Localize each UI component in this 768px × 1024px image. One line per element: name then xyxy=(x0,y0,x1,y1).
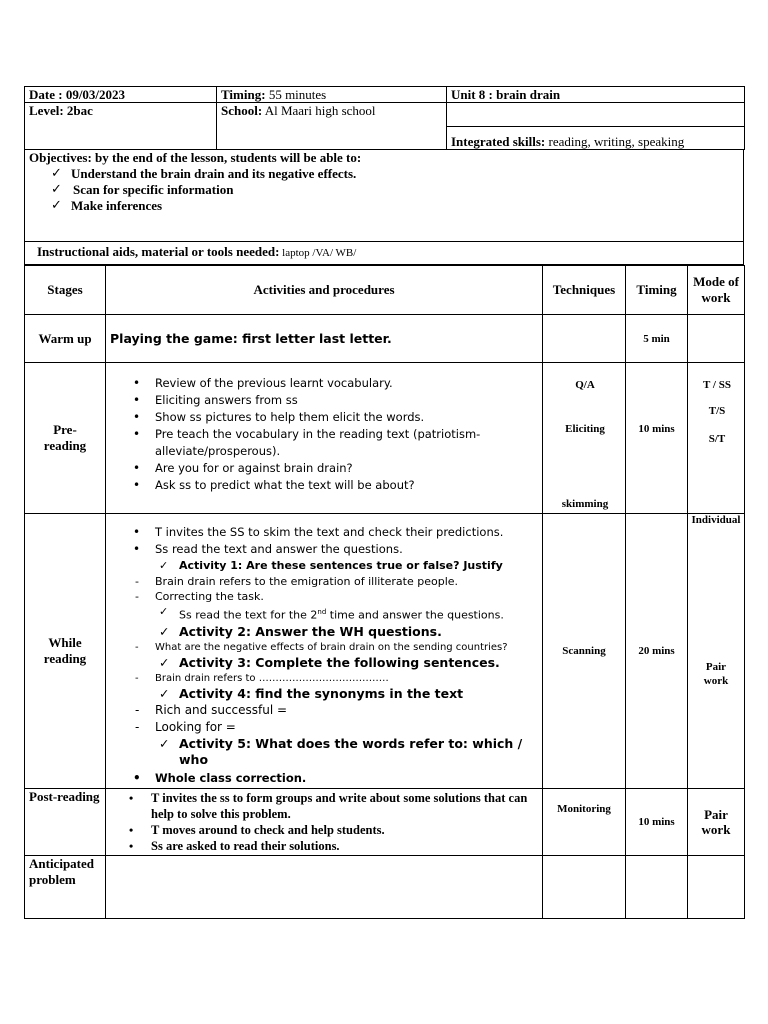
col-mode: Mode of work xyxy=(688,266,745,315)
check-icon: ✓ xyxy=(51,166,62,181)
check-icon: ✓ xyxy=(51,198,62,213)
objectives-title: Objectives: by the end of the lesson, students will be able to: xyxy=(29,150,362,165)
dash-item: - Looking for = xyxy=(107,719,541,736)
dash-item: - Brain drain refers to ………………………………… xyxy=(107,671,541,686)
activity-1: ✓ Activity 1: Are these sentences true or false? Justify xyxy=(159,559,503,572)
mode-whilereading: Individual Pair work xyxy=(688,514,745,789)
col-techniques: Techniques xyxy=(543,266,626,315)
unit-cell: Unit 8 : brain drain xyxy=(447,87,745,103)
check-icon: ✓ xyxy=(159,735,170,751)
activity-prereading xyxy=(106,363,543,514)
objective-item: ✓ Make inferences xyxy=(51,198,163,213)
table-row-warmup xyxy=(25,315,745,363)
check-icon: ✓ xyxy=(159,559,169,572)
table-header-row xyxy=(25,266,745,315)
list-item: • T invites the SS to skim the text and check their predictions. xyxy=(155,524,541,541)
table-row-whilereading xyxy=(25,514,745,789)
check-icon: ✓ xyxy=(51,182,62,197)
lesson-plan xyxy=(24,86,744,919)
objectives-box xyxy=(24,150,744,242)
dash-item: - Correcting the task. xyxy=(107,589,541,604)
col-activities: Activities and procedures xyxy=(106,266,543,315)
list-item: • T invites the ss to form groups and write about some solutions that can help to solve this problem. xyxy=(151,790,541,822)
stage-anticipated: Anticipated problem xyxy=(25,855,106,918)
col-stages: Stages xyxy=(25,266,106,315)
mode-anticipated xyxy=(688,855,745,918)
dash-item: - Rich and successful = xyxy=(107,702,541,719)
check-icon: ✓ xyxy=(159,685,170,701)
technique-anticipated xyxy=(543,855,626,918)
list-item: • Show ss pictures to help them elicit the words. xyxy=(155,409,541,426)
activity-3: ✓ Activity 3: Complete the following sentences. xyxy=(159,654,500,670)
empty-cell xyxy=(447,103,745,127)
activity-anticipated xyxy=(106,855,543,918)
check-icon: ✓ xyxy=(159,654,170,670)
stage-warmup: Warm up xyxy=(25,315,106,363)
activity-4: ✓ Activity 4: find the synonyms in the text xyxy=(159,685,464,701)
list-item: • Pre teach the vocabulary in the reading text (patriotism-alleviate/prosperous). xyxy=(155,426,541,460)
timing-anticipated xyxy=(626,855,688,918)
procedures-table xyxy=(24,265,745,919)
table-row-prereading xyxy=(25,363,745,514)
technique-postreading: Monitoring xyxy=(543,788,626,855)
whilereading-list xyxy=(107,524,541,558)
activity-postreading xyxy=(106,788,543,855)
timing-prereading: 10 mins xyxy=(626,363,688,514)
school-cell: School: Al Maari high school xyxy=(217,103,447,150)
skills-cell: Integrated skills: reading, writing, speaking xyxy=(447,126,745,150)
timing-postreading: 10 mins xyxy=(626,788,688,855)
check-icon: ✓ xyxy=(159,605,169,618)
timing-warmup: 5 min xyxy=(626,315,688,363)
col-timing: Timing xyxy=(626,266,688,315)
activity-warmup: Playing the game: first letter last letter. xyxy=(106,315,543,363)
technique-whilereading: Scanning xyxy=(543,514,626,789)
mode-warmup xyxy=(688,315,745,363)
prereading-list xyxy=(107,375,541,494)
list-item: • Ss read the text and answer the questions. xyxy=(155,541,541,558)
stage-whilereading: While reading xyxy=(25,514,106,789)
objective-item: ✓ Scan for specific information xyxy=(51,182,234,197)
aids-row: Instructional aids, material or tools needed: laptop /VA/ WB/ xyxy=(24,242,744,265)
activity-whilereading xyxy=(106,514,543,789)
activity-5: ✓ Activity 5: What does the words refer to: which / who xyxy=(159,735,523,767)
dash-item: - Brain drain refers to the emigration of illiterate people. xyxy=(107,574,541,589)
timing-cell: Timing: 55 minutes xyxy=(217,87,447,103)
list-item: • Are you for or against brain drain? xyxy=(155,460,541,477)
mode-postreading: Pair work xyxy=(688,788,745,855)
check-icon: ✓ xyxy=(159,623,170,639)
level-cell: Level: 2bac xyxy=(25,103,217,150)
postreading-list xyxy=(107,790,541,854)
list-item: • Review of the previous learnt vocabulary. xyxy=(155,375,541,392)
whilereading-list-2 xyxy=(107,770,541,787)
list-item: • Whole class correction. xyxy=(155,770,541,787)
list-item: • Eliciting answers from ss xyxy=(155,392,541,409)
date-cell: Date : 09/03/2023 xyxy=(25,87,217,103)
objectives-list xyxy=(29,166,743,214)
technique-prereading: Q/A Eliciting skimming xyxy=(543,363,626,514)
technique-warmup xyxy=(543,315,626,363)
table-row-anticipated xyxy=(25,855,745,918)
stage-prereading: Pre-reading xyxy=(25,363,106,514)
reread-item: ✓ Ss read the text for the 2nd time and answer the questions. xyxy=(159,605,504,622)
list-item: • T moves around to check and help students. xyxy=(151,822,541,838)
objective-item: ✓ Understand the brain drain and its negative effects. xyxy=(51,166,357,181)
table-row-postreading xyxy=(25,788,745,855)
list-item: • Ss are asked to read their solutions. xyxy=(151,838,541,854)
mode-prereading: T / SS T/S S/T xyxy=(688,363,745,514)
stage-postreading: Post-reading xyxy=(25,788,106,855)
dash-item: - What are the negative effects of brain drain on the sending countries? xyxy=(107,640,541,655)
timing-whilereading: 20 mins xyxy=(626,514,688,789)
activity-2: ✓ Activity 2: Answer the WH questions. xyxy=(159,623,442,639)
header-table xyxy=(24,86,745,150)
list-item: • Ask ss to predict what the text will be about? xyxy=(155,477,541,494)
